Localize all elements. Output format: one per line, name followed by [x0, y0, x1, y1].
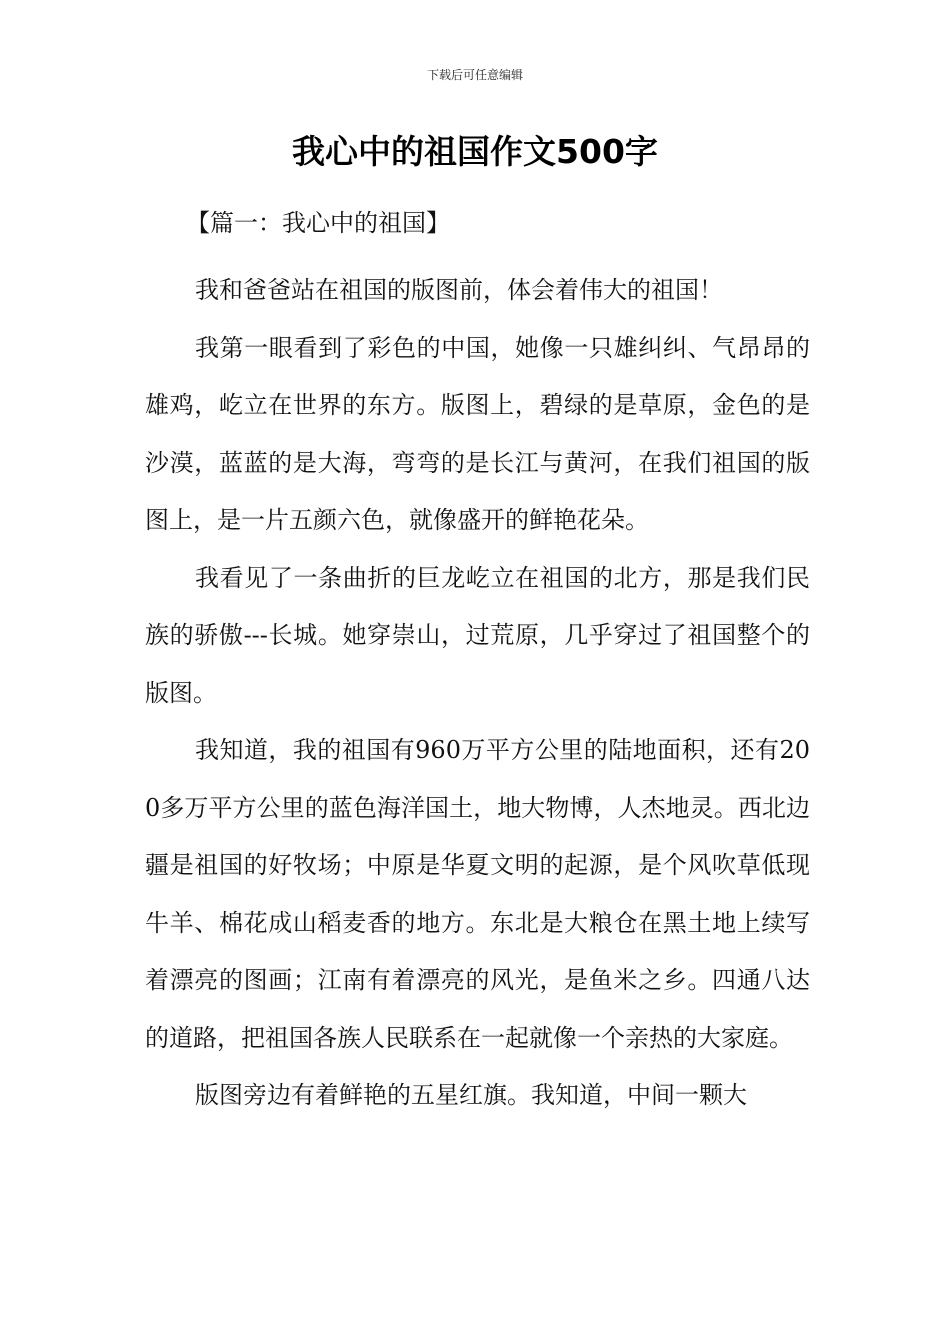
section-heading: 【篇一：我心中的祖国】 — [186, 209, 450, 237]
document-title: 我心中的祖国作文500字 — [292, 132, 658, 171]
paragraph-1: 我和爸爸站在祖国的版图前，体会着伟大的祖国！ — [195, 276, 723, 304]
paragraph-3: 我看见了一条曲折的巨龙屹立在祖国的北方，那是我们民族的骄傲---长城。她穿崇山，过荒原，几乎穿过了祖国整个的版图。 — [145, 563, 810, 707]
paragraph-4: 我知道，我的祖国有960万平方公里的陆地面积，还有200多万平方公里的蓝色海洋国土，地大物博，人杰地灵。西北边疆是祖国的好牧场；中原是华夏文明的起源，是个风吹草低现牛羊、棉花成山稻麦香的地方。东北是大粮仓在黑土地上续写着漂亮的图画；江南有着漂亮的风光，是鱼米之乡。四通八达的道路，把祖国各族人民联系在一起就像一个亲热的大家庭。 — [145, 736, 810, 1052]
header-note: 下载后可任意编辑 — [426, 68, 523, 82]
body-text — [145, 262, 810, 1125]
paragraph-5: 版图旁边有着鲜艳的五星红旗。我知道，中间一颗大 — [195, 1081, 747, 1109]
paragraph-2: 我第一眼看到了彩色的中国，她像一只雄纠纠、气昂昂的雄鸡，屹立在世界的东方。版图上，碧绿的是草原，金色的是沙漠，蓝蓝的是大海，弯弯的是长江与黄河，在我们祖国的版图上，是一片五颜六色，就像盛开的鲜艳花朵。 — [145, 333, 810, 534]
